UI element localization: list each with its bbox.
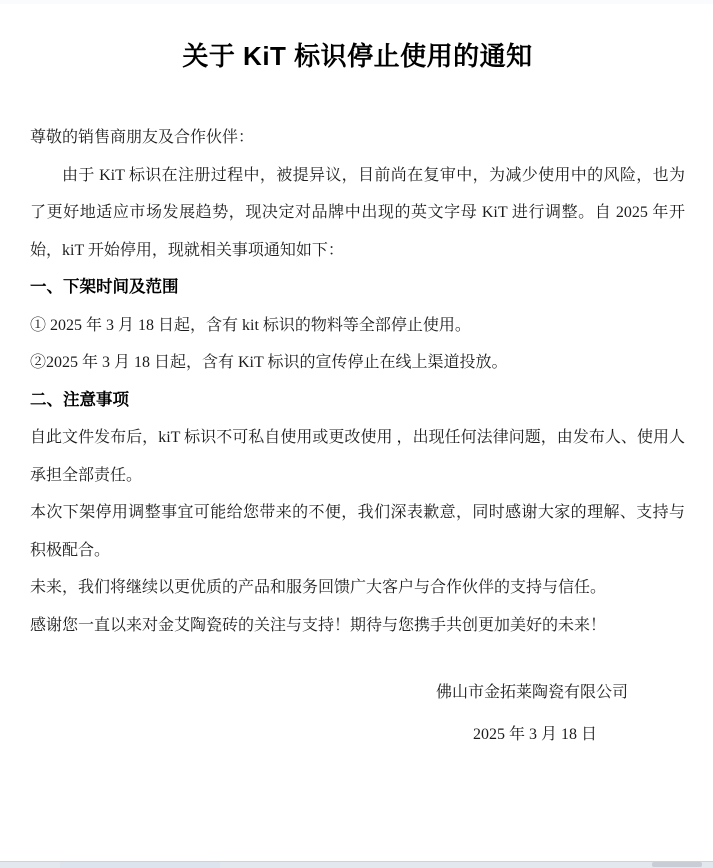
section-2-paragraph-2: 本次下架停用调整事宜可能给您带来的不便，我们深表歉意，同时感谢大家的理解、支持与积极配合。 — [30, 504, 685, 559]
signature-company: 佛山市金拓莱陶瓷有限公司 — [435, 684, 628, 701]
salutation: 尊敬的销售商朋友及合作伙伴： — [30, 129, 255, 146]
signature-date: 2025 年 3 月 18 日 — [472, 725, 597, 743]
intro-paragraph: 由于 KiT 标识在注册过程中，被提异议，目前尚在复审中，为减少使用中的风险，也为了更好地适应市场发展趋势，现决定对品牌中出现的英文字母 KiT 进行调整。自 2025 年开始，kiT 开始停用，现就相关事项通知如下： — [30, 166, 685, 259]
horizontal-scrollbar-thumb[interactable] — [652, 862, 702, 867]
signature-block — [30, 674, 685, 753]
section-1-item-1: ① 2025 年 3 月 18 日起，含有 kit 标识的物料等全部停止使用。 — [30, 316, 471, 334]
section-2-paragraph-3: 未来，我们将继续以更优质的产品和服务回馈广大客户与合作伙伴的支持与信任。 — [30, 579, 607, 596]
document-title: 关于 KiT 标识停止使用的通知 — [182, 41, 533, 71]
page-top-strip — [0, 0, 713, 4]
section-2-heading: 二、注意事项 — [30, 390, 129, 409]
section-2-paragraph-1: 自此文件发布后，kiT 标识不可私自使用或更改使用 ，出现任何法律问题，由发布人、使用人承担全部责任。 — [30, 429, 685, 484]
section-1-heading: 一、下架时间及范围 — [30, 278, 179, 296]
scrollbar-left-tint — [60, 862, 220, 868]
section-2-paragraph-4: 感谢您一直以来对金艾陶瓷砖的关注与支持！期待与您携手共创更加美好的未来！ — [30, 616, 607, 634]
section-1-item-2: ②2025 年 3 月 18 日起，含有 KiT 标识的宣传停止在线上渠道投放。 — [30, 354, 508, 371]
